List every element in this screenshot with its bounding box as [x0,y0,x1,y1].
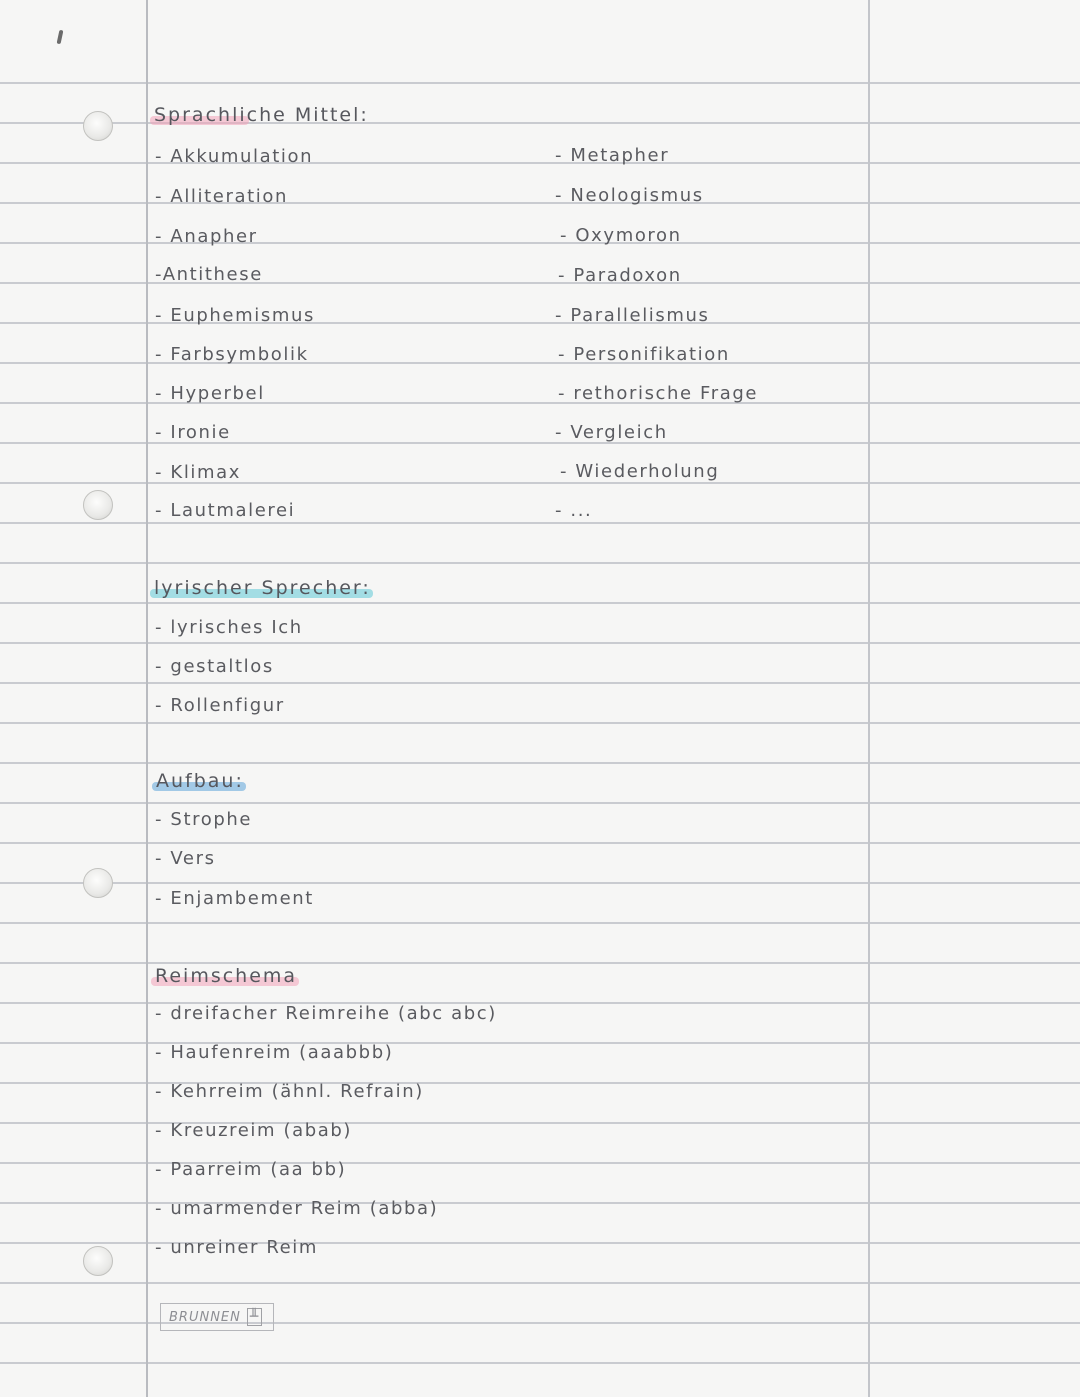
list-item: - Neologismus [555,185,704,206]
punch-hole [83,490,113,520]
list-item: - Alliteration [155,186,288,207]
list-item: - Paradoxon [558,265,682,286]
list-item: - lyrisches Ich [155,617,303,638]
brunnen-logo [160,1303,274,1331]
list-item: - Kreuzreim (abab) [155,1120,353,1141]
heading-aufbau [156,770,244,792]
list-item: - Ironie [155,422,231,443]
list-item: - Euphemismus [155,305,315,326]
pencil-mark [57,30,64,45]
list-item: - Wiederholung [560,461,720,482]
list-item: - dreifacher Reimreihe (abc abc) [155,1003,497,1024]
list-item: - rethorische Frage [558,383,759,404]
heading-sprachliche-mittel [154,104,369,126]
left-margin-line [146,0,148,1397]
heading-reimschema [155,965,297,987]
punch-hole [83,1246,113,1276]
brand-name: BRUNNEN [169,1309,241,1325]
list-item: - Akkumulation [155,146,314,167]
list-item: - Oxymoron [560,225,682,246]
list-item: - Parallelismus [555,305,710,326]
list-item: - Anapher [155,226,258,247]
list-item: - unreiner Reim [155,1237,319,1258]
list-item: -Antithese [155,264,263,285]
brand-mark-icon: ╨ [247,1308,262,1326]
list-item: - Rollenfigur [155,695,285,716]
list-item: - ... [555,500,593,521]
list-item: - Enjambement [155,888,314,909]
heading-text: Aufbau: [156,770,244,792]
list-item: - Paarreim (aa bb) [155,1159,347,1180]
list-item: - Personifikation [558,344,730,365]
heading-lyrischer-sprecher [154,577,371,599]
list-item: - Strophe [155,809,253,830]
list-item: - Farbsymbolik [155,344,309,365]
punch-hole [83,868,113,898]
heading-text: Reimschema [155,965,298,987]
right-margin-line [868,0,870,1397]
heading-text: Sprachliche Mittel: [154,104,369,126]
list-item: - Kehrreim (ähnl. Refrain) [155,1081,424,1102]
list-item: - Lautmalerei [155,500,296,521]
list-item: - Klimax [155,462,242,483]
list-item: - Metapher [555,145,670,166]
heading-text: lyrischer Sprecher: [154,577,371,599]
list-item: - Haufenreim (aaabbb) [155,1042,394,1063]
list-item: - Vers [155,848,216,869]
list-item: - gestaltlos [155,656,274,677]
list-item: - Vergleich [555,422,668,443]
list-item: - Hyperbel [155,383,265,404]
punch-hole [83,111,113,141]
list-item: - umarmender Reim (abba) [155,1198,439,1219]
